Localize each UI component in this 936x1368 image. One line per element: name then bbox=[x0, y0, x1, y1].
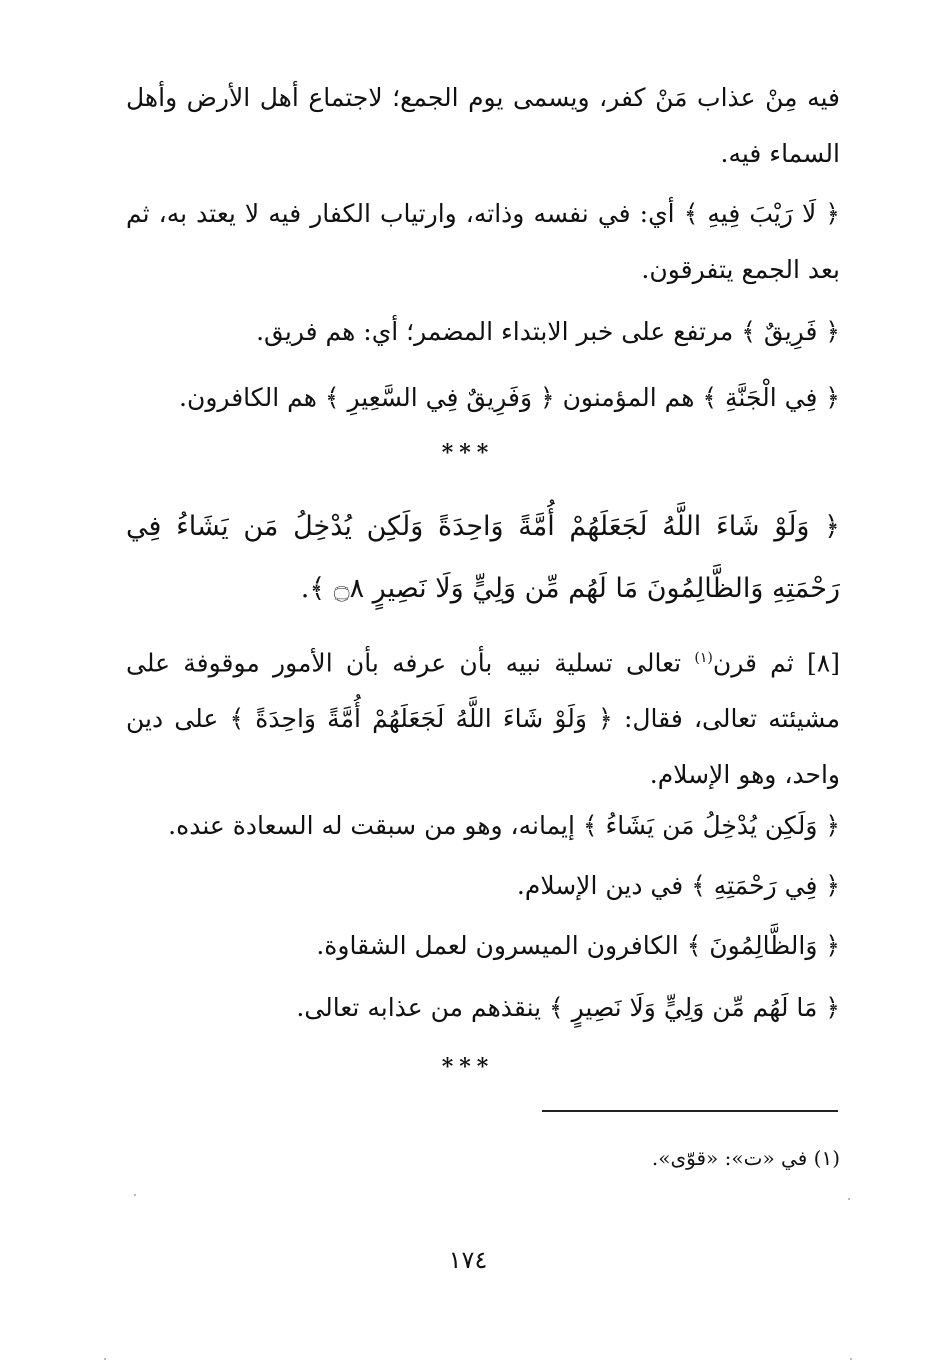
paragraph-5-start: [٨] ثم قرن bbox=[712, 648, 840, 678]
paragraph-3: ﴿ فَرِيقٌ ﴾ مرتفع على خبر الابتداء المضمر؛ أي: هم فريق. bbox=[256, 317, 840, 346]
section-separator-2: *** bbox=[441, 1054, 495, 1080]
paragraph-7: ﴿ فِي رَحْمَتِهِ ﴾ في دين الإسلام. bbox=[516, 871, 840, 900]
paragraph-5-rest: تعالى تسلية نبيه بأن عرفه بأن الأمور موقوفة على مشيئته تعالى، فقال: ﴿ وَلَوْ شَاءَ اللَّهُ لَجَعَلَهُمْ أُمَّةً وَاحِدَةً ﴾ على دين واحد، وهو الإسلام. bbox=[126, 648, 840, 790]
paragraph-6: ﴿ وَلَكِن يُدْخِلُ مَن يَشَاءُ ﴾ إيمانه، وهو من سبقت له السعادة عنده. bbox=[168, 811, 840, 840]
paragraph-5 bbox=[126, 630, 840, 803]
quran-verse: ﴿ وَلَوْ شَاءَ اللَّهُ لَجَعَلَهُمْ أُمَّةً وَاحِدَةً وَلَكِن يُدْخِلُ مَن يَشَاءُ فِي رَحْمَتِهِ وَالظَّالِمُونَ مَا لَهُم مِّن وَلِيٍّ وَلَا نَصِيرٍ ۝٨ ﴾. bbox=[126, 511, 840, 604]
scan-speck bbox=[848, 1198, 850, 1200]
paragraph-1: فيه مِنْ عذاب مَنْ كفر، ويسمى يوم الجمع؛ لاجتماع أهل الأرض وأهل السماء فيه. bbox=[126, 83, 840, 168]
paragraph-8: ﴿ وَالظَّالِمُونَ ﴾ الكافرون الميسرون لعمل الشقاوة. bbox=[316, 931, 840, 960]
page-number: ١٧٤ bbox=[448, 1246, 488, 1274]
section-separator: *** bbox=[441, 440, 495, 466]
footnote-divider bbox=[542, 1110, 838, 1112]
paragraph-2: ﴿ لَا رَيْبَ فِيهِ ﴾ أي: في نفسه وذاته، وارتياب الكفار فيه لا يعتد به، ثم بعد الجمع يتفرقون. bbox=[126, 199, 840, 284]
paragraph-9: ﴿ مَا لَهُم مِّن وَلِيٍّ وَلَا نَصِيرٍ ﴾ ينقذهم من عذابه تعالى. bbox=[296, 993, 840, 1022]
footnote: (١) في «ت»: «قوّى». bbox=[651, 1146, 840, 1170]
scan-speck bbox=[850, 1358, 852, 1360]
scan-speck bbox=[104, 1358, 106, 1360]
scan-speck bbox=[134, 1194, 136, 1196]
footnote-marker: (١) bbox=[694, 650, 713, 666]
paragraph-4: ﴿ فِي الْجَنَّةِ ﴾ هم المؤمنون ﴿ وَفَرِيقٌ فِي السَّعِيرِ ﴾ هم الكافرون. bbox=[179, 383, 840, 412]
